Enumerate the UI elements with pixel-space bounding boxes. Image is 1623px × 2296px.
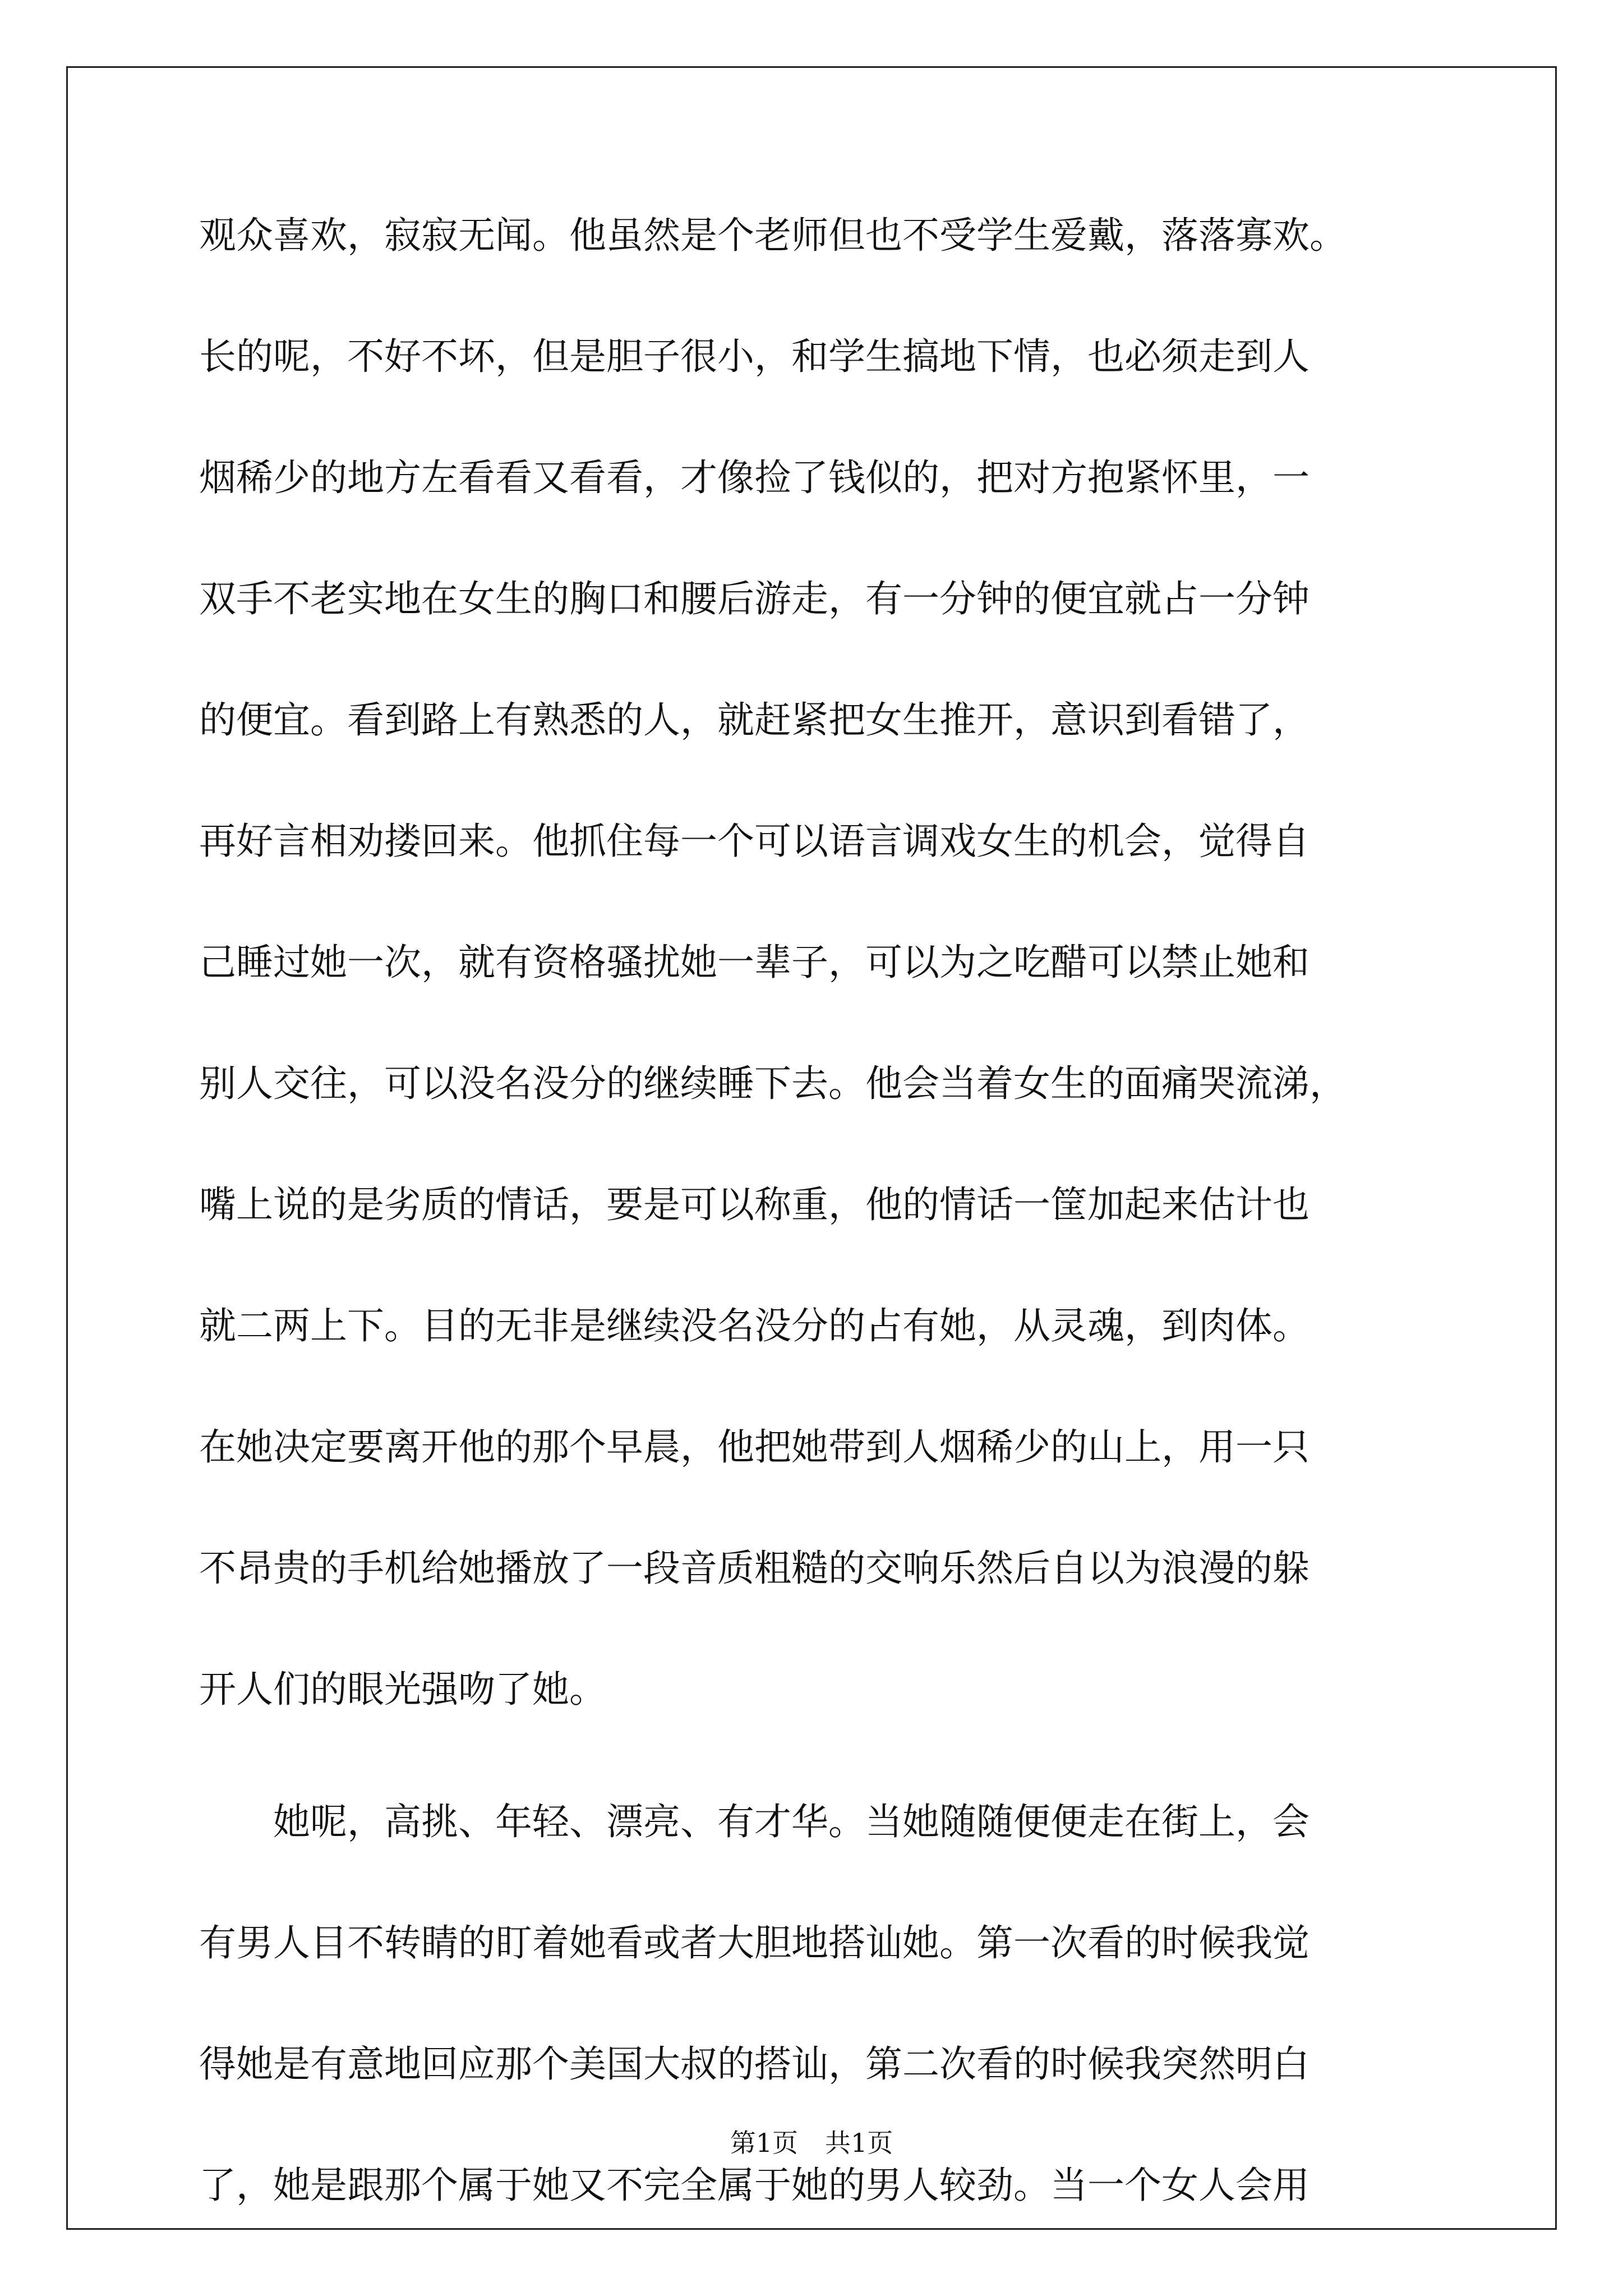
text-line: 得她是有意地回应那个美国大叔的搭讪，第二次看的时候我突然明白 bbox=[199, 2042, 1310, 2086]
page-total: 共1页 bbox=[825, 2128, 893, 2158]
text-line: 别人交往，可以没名没分的继续睡下去。他会当着女生的面痛哭流涕， bbox=[199, 1062, 1347, 1105]
text-line: 的便宜。看到路上有熟悉的人，就赶紧把女生推开，意识到看错了， bbox=[199, 698, 1310, 742]
text-line: 不昂贵的手机给她播放了一段音质粗糙的交响乐然后自以为浪漫的躲 bbox=[199, 1547, 1310, 1590]
text-line: 就二两上下。目的无非是继续没名没分的占有她，从灵魂，到肉体。 bbox=[199, 1304, 1310, 1347]
text-line: 了，她是跟那个属于她又不完全属于她的男人较劲。当一个女人会用 bbox=[199, 2164, 1310, 2207]
text-line: 开人们的眼光强吻了她。 bbox=[199, 1668, 606, 1711]
text-line: 烟稀少的地方左看看又看看，才像捡了钱似的，把对方抱紧怀里，一 bbox=[199, 456, 1310, 499]
text-line: 再好言相劝搂回来。他抓住每一个可以语言调戏女生的机会，觉得自 bbox=[199, 820, 1310, 863]
text-line: 在她决定要离开他的那个早晨，他把她带到人烟稀少的山上，用一只 bbox=[199, 1425, 1310, 1469]
page-number: 第1页 bbox=[730, 2128, 798, 2158]
text-line: 嘴上说的是劣质的情话，要是可以称重，他的情话一筐加起来估计也 bbox=[199, 1183, 1310, 1226]
paragraph-first-line: 她呢，高挑、年轻、漂亮、有才华。当她随随便便走在街上，会 bbox=[273, 1800, 1310, 1843]
text-line: 双手不老实地在女生的胸口和腰后游走，有一分钟的便宜就占一分钟 bbox=[199, 577, 1310, 620]
text-line: 有男人目不转睛的盯着她看或者大胆地搭讪她。第一次看的时候我觉 bbox=[199, 1921, 1310, 1964]
text-line: 己睡过她一次，就有资格骚扰她一辈子，可以为之吃醋可以禁止她和 bbox=[199, 941, 1310, 984]
page-footer bbox=[0, 2126, 1623, 2160]
text-line: 观众喜欢，寂寂无闻。他虽然是个老师但也不受学生爱戴，落落寡欢。 bbox=[199, 214, 1347, 257]
text-line: 长的呢，不好不坏，但是胆子很小，和学生搞地下情，也必须走到人 bbox=[199, 335, 1310, 378]
document-body bbox=[199, 210, 1472, 2281]
